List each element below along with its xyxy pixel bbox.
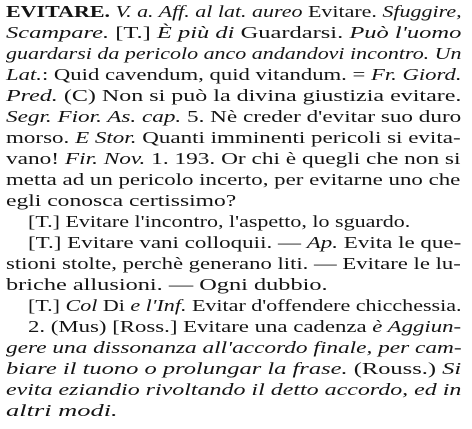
entry-line: [28, 295, 462, 317]
entry-text-run: Lat.: [6, 65, 42, 84]
entry-line: [6, 1, 462, 23]
entry-text-run: Evitar d'offendere chicchessia.: [186, 296, 462, 315]
entry-text-run: Fr. Giord.: [370, 65, 462, 84]
entry-text-run: Ap.: [306, 233, 339, 252]
entry-text-run: Può l'uomo: [349, 23, 462, 42]
entry-line: [6, 379, 461, 401]
entry-line: [6, 127, 461, 149]
entry-text-run: metta ad un pericolo incerto, per evitarne uno che: [6, 170, 461, 189]
entry-text-run: Guardarsi.: [234, 23, 350, 42]
entry-line: [6, 253, 461, 275]
entry-text-run: Sfuggire,: [382, 2, 462, 21]
entry-text-run: 2. (Mus) [Ross.] Evitare una cadenza: [28, 317, 373, 336]
entry-line: [6, 169, 460, 191]
entry-text-run: [T.] Evitare vani colloquii. —: [28, 233, 307, 252]
entry-text-run: egli conosca certissimo?: [6, 191, 237, 210]
entry-text-run: (C) Non si può la divina giustizia evitare.: [57, 86, 462, 105]
entry-line: [6, 274, 328, 296]
entry-text-run: guardarsi da pericolo anco andandovi incontro. Un: [6, 44, 462, 63]
entry-text-run: gere una dissonanza all'accordo finale, per cam-: [6, 338, 462, 357]
entry-text-run: (Rouss.): [347, 359, 443, 378]
entry-text-run: EVITARE.: [6, 2, 110, 21]
entry-text-run: 1. 193. Or chi è quegli che non si: [145, 149, 461, 168]
entry-text-run: E Stor.: [75, 128, 137, 147]
entry-text-run: altri modi.: [6, 401, 118, 420]
entry-text-run: Pred.: [6, 86, 58, 105]
entry-text-run: è Aggiun-: [372, 317, 462, 336]
entry-text-run: briche allusioni. — Ogni dubbio.: [6, 275, 328, 294]
entry-line: [6, 64, 462, 86]
entry-line: [28, 232, 461, 254]
entry-text-run: V. a. Aff. al lat. aureo: [115, 2, 303, 21]
entry-text-run: vano!: [6, 149, 65, 168]
entry-line: [6, 190, 236, 212]
entry-text-run: biare il tuono o prolungar la frase.: [6, 359, 348, 378]
entry-text-run: evita eziandio rivoltando il detto accordo, ed in: [6, 380, 462, 399]
entry-text-run: Di: [97, 296, 131, 315]
entry-text-run: Inf.: [156, 296, 187, 315]
entry-text-run: Scampare.: [6, 23, 110, 42]
entry-text-run: [T.]: [28, 296, 66, 315]
entry-line: [6, 85, 461, 107]
entry-text-run: Segr. Fior. As. cap.: [6, 107, 182, 126]
entry-line: [28, 211, 410, 233]
entry-line: [6, 337, 462, 359]
entry-text-run: morso.: [6, 128, 76, 147]
entry-text-run: È più di: [156, 23, 235, 42]
entry-text-run: e l': [130, 296, 157, 315]
entry-line: [28, 316, 461, 338]
entry-text-run: Col: [65, 296, 98, 315]
entry-text-run: [T.]: [109, 23, 157, 42]
entry-line: [6, 22, 461, 44]
entry-text-run: Fir. Nov.: [64, 149, 146, 168]
entry-line: [6, 43, 462, 65]
entry-text-run: Evita le que-: [338, 233, 462, 252]
entry-text-run: Si: [442, 359, 462, 378]
entry-text-run: [T.] Evitare l'incontro, l'aspetto, lo sguardo.: [28, 212, 411, 231]
entry-text-run: : Quid cavendum, quid vitandum. =: [41, 65, 371, 84]
entry-text-run: Quanti imminenti pericoli si evita-: [136, 128, 461, 147]
entry-text-run: stioni stolte, perchè generano liti. — Evitare le lu-: [6, 254, 461, 273]
entry-line: [6, 106, 461, 128]
entry-line: [6, 148, 460, 170]
entry-text-run: Evitare.: [302, 2, 383, 21]
entry-line: [6, 400, 118, 422]
entry-text-run: 5. Nè creder d'evitar suo duro: [181, 107, 462, 126]
entry-line: [6, 358, 461, 380]
